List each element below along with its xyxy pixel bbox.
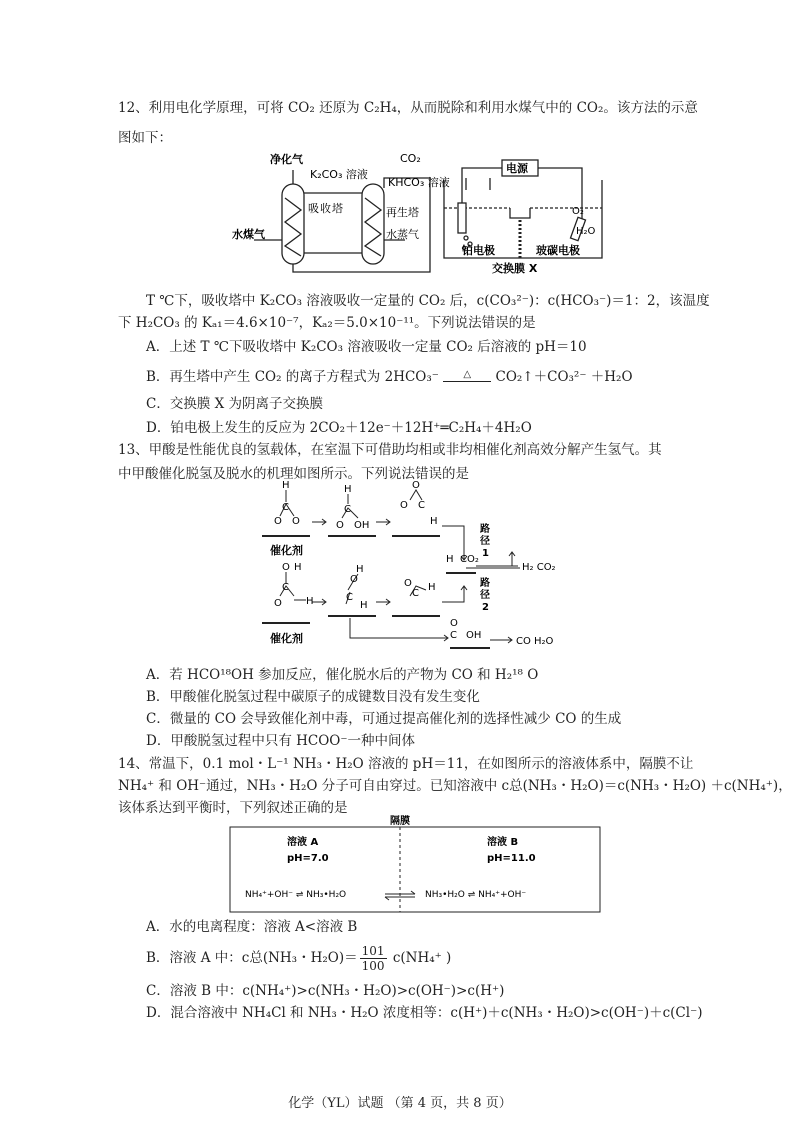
path1-char-3: 1 [482, 548, 489, 559]
q12-option-c: C．交换膜 X 为阴离子交换膜 [146, 396, 324, 412]
fraction [360, 944, 387, 973]
path2-char-2: 径 [480, 590, 490, 601]
svg-text:O: O [400, 500, 408, 511]
q12-condition-line2: 下 H₂CO₃ 的 Kₐ₁＝4.6×10⁻⁷，Kₐ₂＝5.0×10⁻¹¹。下列说法错误的是 [118, 315, 536, 331]
svg-text:C: C [450, 630, 457, 641]
svg-text:O: O [274, 516, 282, 527]
svg-text:H: H [344, 484, 352, 495]
o2-label: O₂ [572, 206, 584, 217]
svg-text:H: H [294, 562, 302, 573]
q14-stem-line1: 14、常温下，0.1 mol・L⁻¹ NH₃・H₂O 溶液的 pH＝11，在如图所示的溶液体系中，隔膜不让 [118, 756, 694, 772]
khco3-label: KHCO₃ 溶液 [388, 176, 450, 189]
product-h2-co2: H₂ CO₂ [522, 562, 556, 573]
svg-text:O: O [404, 578, 412, 589]
svg-text:C: C [346, 592, 353, 603]
q14-membrane-diagram [225, 815, 605, 915]
svg-text:C: C [282, 582, 289, 593]
membrane-x-label: 交换膜 X [492, 262, 538, 275]
q12-option-b-left: B．再生塔中产生 CO₂ 的离子方程式为 2HCO₃⁻ [146, 369, 439, 385]
q14-option-b-right: c(NH₄⁺ ) [392, 950, 452, 966]
svg-text:O: O [282, 562, 290, 573]
svg-text:H: H [430, 516, 438, 527]
svg-text:O: O [412, 480, 420, 491]
solution-b-ph: pH=11.0 [487, 853, 536, 864]
q14-option-b-left: B．溶液 A 中：c总(NH₃・H₂O)＝ [146, 950, 358, 966]
svg-text:O: O [450, 618, 458, 629]
water-gas-label: 水煤气 [232, 228, 265, 241]
svg-text:OH: OH [466, 630, 482, 641]
q12-option-a: A．上述 T ℃下吸收塔中 K₂CO₃ 溶液吸收一定量 CO₂ 后溶液的 pH＝10 [146, 339, 587, 355]
q12-option-b [146, 368, 633, 386]
svg-text:H: H [306, 596, 314, 607]
svg-text:C: C [412, 588, 419, 599]
q13-option-c: C．微量的 CO 会导致催化剂中毒，可通过提高催化剂的选择性减少 CO 的生成 [146, 711, 622, 727]
absorber-label-3: 塔 [332, 202, 343, 215]
solution-b-label: 溶液 B [487, 837, 519, 848]
k2co3-label: K₂CO₃ 溶液 [310, 168, 368, 181]
svg-text:H: H [360, 600, 368, 611]
page-footer: 化学（YL）试题 （第 4 页，共 8 页） [288, 1096, 512, 1111]
q14-stem-line3: 该体系达到平衡时，下列叙述正确的是 [118, 800, 348, 816]
svg-text:H: H [446, 554, 454, 565]
catalyst-label-1: 催化剂 [270, 544, 303, 557]
absorber-label-1: 吸 [308, 202, 319, 215]
q12-option-d: D．铂电极上发生的反应为 2CO₂＋12e⁻＋12H⁺═C₂H₄＋4H₂O [146, 420, 532, 436]
svg-text:O: O [336, 520, 344, 531]
q12-electrochem-diagram [230, 148, 620, 278]
q13-stem-line1: 13、甲酸是性能优良的氢载体，在室温下可借助均相或非均相催化剂高效分解产生氢气。其 [118, 442, 662, 458]
absorber-label-2: 收 [320, 202, 331, 215]
q13-mechanism-diagram [250, 478, 580, 664]
q14-option-a: A．水的电离程度：溶液 A<溶液 B [146, 919, 358, 935]
regenerator-label: 再生塔 [386, 206, 419, 219]
q12-stem-line1: 12、利用电化学原理，可将 CO₂ 还原为 C₂H₄，从而脱除和利用水煤气中的 CO₂。该方法的示意 [118, 100, 698, 116]
q13-option-d: D．甲酸脱氢过程中只有 HCOO⁻一种中间体 [146, 733, 415, 749]
q13-stem-line2: 中甲酸催化脱氢及脱水的机理如图所示。下列说法错误的是 [118, 466, 469, 482]
svg-text:H: H [282, 480, 290, 491]
q13-option-b: B．甲酸催化脱氢过程中碳原子的成键数目没有发生变化 [146, 689, 480, 705]
fraction-numerator: 101 [361, 944, 385, 958]
q14-stem-line2: NH₄⁺ 和 OH⁻通过，NH₃・H₂O 分子可自由穿过。已知溶液中 c总(NH₃・H₂O)＝c(NH₃・H₂O) ＋c(NH₄⁺)， [118, 778, 792, 794]
equilibrium-b: NH₃•H₂O ⇌ NH₄⁺+OH⁻ [425, 890, 527, 900]
solution-a-ph: pH=7.0 [287, 853, 329, 864]
equilibrium-a: NH₄⁺+OH⁻ ⇌ NH₃•H₂O [245, 890, 347, 900]
fraction-denominator: 100 [361, 959, 385, 973]
product-co-h2o: CO H₂O [516, 636, 554, 647]
svg-text:C: C [282, 502, 289, 513]
co2-label: CO₂ [400, 152, 421, 165]
svg-text:O: O [274, 598, 282, 609]
svg-text:OH: OH [354, 520, 370, 531]
q12-condition-line1: T ℃下，吸收塔中 K₂CO₃ 溶液吸收一定量的 CO₂ 后，c(CO₃²⁻)：c(HCO₃⁻)＝1：2，该温度 [146, 293, 710, 309]
svg-text:C: C [418, 500, 425, 511]
h2o-label: H₂O [576, 226, 596, 237]
svg-text:CO₂: CO₂ [460, 554, 479, 565]
svg-text:H: H [428, 582, 436, 593]
pt-electrode-label: 铂电极 [462, 244, 495, 257]
membrane-label: 隔膜 [390, 816, 410, 827]
svg-text:O: O [292, 516, 300, 527]
catalyst-label-2: 催化剂 [270, 632, 303, 645]
svg-text:O: O [350, 574, 358, 585]
solution-a-label: 溶液 A [287, 837, 319, 848]
q12-stem-line2: 图如下： [118, 130, 172, 146]
glassy-carbon-label: 玻碳电极 [536, 244, 580, 257]
path1-char-1: 路 [480, 524, 490, 535]
svg-text:H: H [356, 564, 364, 575]
purified-gas-label: 净化气 [270, 153, 303, 166]
q12-option-b-right: CO₂↑＋CO₃²⁻ ＋H₂O [495, 369, 633, 385]
q13-option-a: A．若 HCO¹⁸OH 参加反应，催化脱水后的产物为 CO 和 H₂¹⁸ O [146, 667, 539, 683]
path1-char-2: 径 [480, 536, 490, 547]
svg-text:C: C [344, 504, 351, 515]
q14-option-d: D．混合溶液中 NH₄Cl 和 NH₃・H₂O 浓度相等：c(H⁺)＋c(NH₃・H₂O)>c(OH⁻)＋c(Cl⁻) [146, 1005, 703, 1021]
path2-char-1: 路 [480, 578, 490, 589]
q14-option-b [146, 944, 451, 973]
path2-char-3: 2 [482, 602, 489, 613]
q14-option-c: C．溶液 B 中：c(NH₄⁺)>c(NH₃・H₂O)>c(OH⁻)>c(H⁺) [146, 983, 505, 999]
power-source-label: 电源 [506, 162, 528, 175]
heat-arrow: △ [443, 369, 491, 382]
steam-label: 水蒸气 [386, 228, 419, 241]
